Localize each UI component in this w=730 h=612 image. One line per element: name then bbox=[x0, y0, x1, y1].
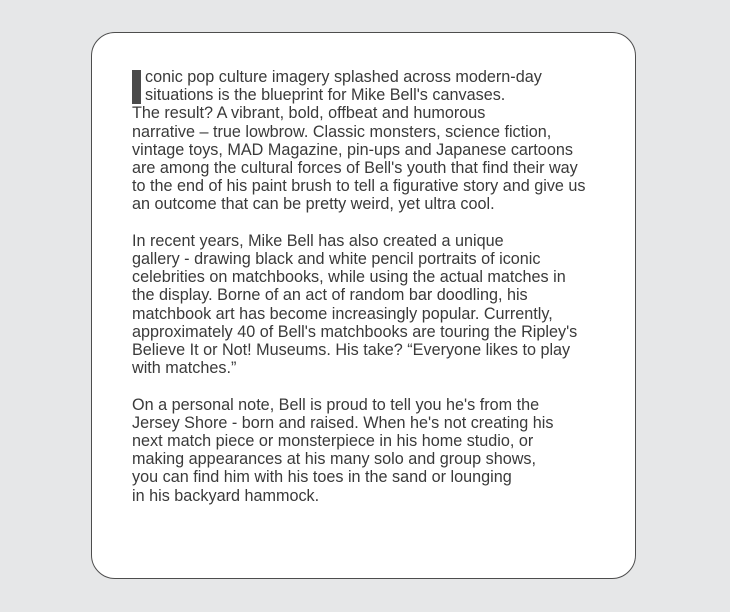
text-line: an outcome that can be pretty weird, yet ultra cool. bbox=[132, 195, 495, 214]
text-line: are among the cultural forces of Bell's youth that find their way bbox=[132, 159, 578, 178]
text-line: vintage toys, MAD Magazine, pin-ups and Japanese cartoons bbox=[132, 140, 573, 159]
text-line: gallery - drawing black and white pencil portraits of iconic bbox=[132, 250, 541, 269]
paragraph-3 bbox=[132, 396, 632, 505]
bio-text bbox=[132, 68, 632, 505]
paragraph-2 bbox=[132, 232, 632, 378]
text-line: The result? A vibrant, bold, offbeat and humorous bbox=[132, 104, 486, 123]
text-line: making appearances at his many solo and group shows, bbox=[132, 450, 537, 469]
text-line: Believe It or Not! Museums. His take? “Everyone likes to play bbox=[132, 341, 571, 360]
text-line: in his backyard hammock. bbox=[132, 486, 320, 505]
text-line: Jersey Shore - born and raised. When he's not creating his bbox=[132, 413, 554, 432]
text-line: narrative – true lowbrow. Classic monsters, science fiction, bbox=[132, 122, 552, 141]
text-line: In recent years, Mike Bell has also created a unique bbox=[132, 231, 504, 250]
text-line: conic pop culture imagery splashed across modern-day bbox=[145, 68, 542, 86]
text-line: On a personal note, Bell is proud to tell you he's from the bbox=[132, 395, 540, 414]
text-line: matchbook art has become increasingly popular. Currently, bbox=[132, 304, 553, 323]
text-line: you can find him with his toes in the sand or lounging bbox=[132, 468, 512, 487]
dropcap-letter-i bbox=[132, 70, 141, 104]
text-line: next match piece or monsterpiece in his home studio, or bbox=[132, 432, 534, 451]
text-line: with matches.” bbox=[132, 359, 237, 378]
text-line: to the end of his paint brush to tell a figurative story and give us bbox=[132, 177, 586, 196]
text-line: celebrities on matchbooks, while using the actual matches in bbox=[132, 268, 566, 287]
paragraph-1-lead bbox=[132, 68, 632, 104]
text-line: approximately 40 of Bell's matchbooks are touring the Ripley's bbox=[132, 322, 578, 341]
bio-card bbox=[91, 32, 636, 579]
paragraph-1 bbox=[132, 68, 632, 214]
text-line: the display. Borne of an act of random bar doodling, his bbox=[132, 286, 528, 305]
text-line: situations is the blueprint for Mike Bell's canvases. bbox=[145, 86, 506, 105]
